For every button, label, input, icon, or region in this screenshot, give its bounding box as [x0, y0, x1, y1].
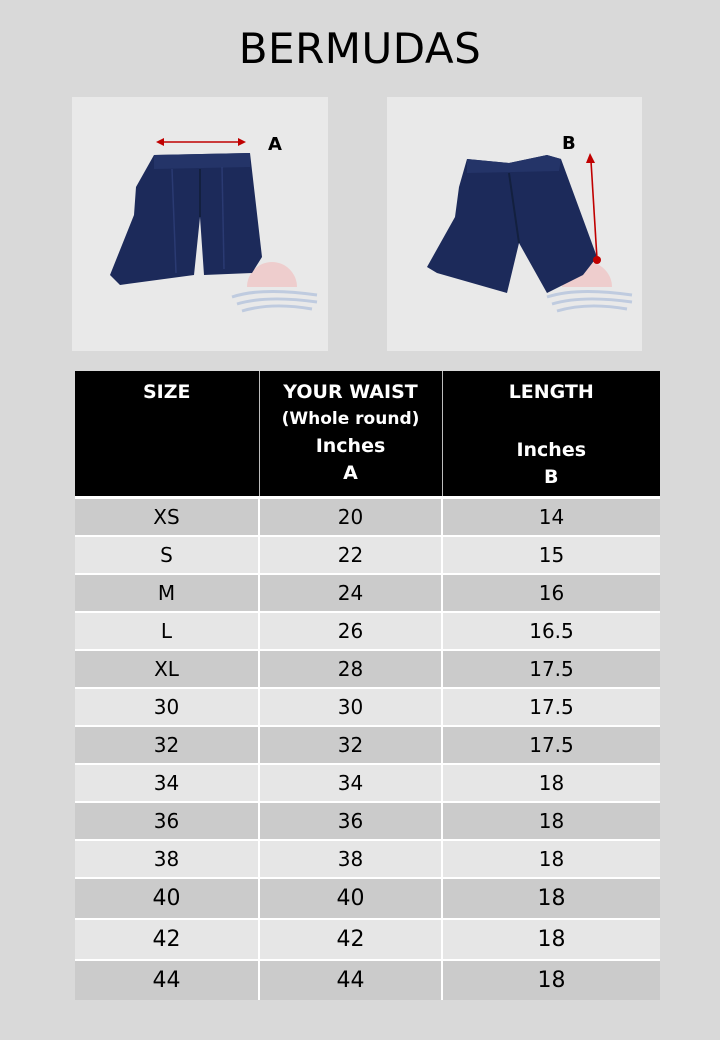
length-cell: 18	[442, 764, 660, 802]
length-cell: 17.5	[442, 726, 660, 764]
marker-a-label: A	[268, 134, 282, 155]
length-cell: 18	[442, 919, 660, 960]
shorts-back-image	[387, 97, 642, 351]
table-row	[75, 726, 660, 764]
length-cell: 18	[442, 878, 660, 919]
table-row	[75, 878, 660, 919]
waist-cell: 26	[259, 612, 442, 650]
waist-cell: 28	[259, 650, 442, 688]
length-cell: 18	[442, 802, 660, 840]
table-row	[75, 764, 660, 802]
length-cell: 17.5	[442, 688, 660, 726]
length-cell: 15	[442, 536, 660, 574]
length-cell: 18	[442, 840, 660, 878]
waist-cell: 38	[259, 840, 442, 878]
header-size: SIZE	[75, 371, 259, 498]
size-cell: XS	[75, 498, 259, 537]
waist-cell: 44	[259, 960, 442, 1000]
waist-cell: 40	[259, 878, 442, 919]
size-cell: 40	[75, 878, 259, 919]
shorts-shape	[427, 155, 597, 293]
waist-cell: 24	[259, 574, 442, 612]
length-cell: 18	[442, 960, 660, 1000]
length-cell: 14	[442, 498, 660, 537]
size-cell: 38	[75, 840, 259, 878]
waist-cell: 20	[259, 498, 442, 537]
size-cell: S	[75, 536, 259, 574]
table-row	[75, 840, 660, 878]
waist-cell: 32	[259, 726, 442, 764]
length-cell: 16.5	[442, 612, 660, 650]
waist-cell: 36	[259, 802, 442, 840]
table-row	[75, 498, 660, 537]
shorts-front-image	[72, 97, 328, 351]
shorts-back-illustration	[387, 97, 642, 351]
waist-cell: 34	[259, 764, 442, 802]
size-chart-table	[75, 371, 660, 1000]
table-row	[75, 960, 660, 1000]
table-header-row	[75, 371, 660, 498]
length-cell: 16	[442, 574, 660, 612]
size-cell: 36	[75, 802, 259, 840]
table-row	[75, 802, 660, 840]
shorts-shape	[110, 153, 262, 285]
waist-cell: 22	[259, 536, 442, 574]
size-cell: M	[75, 574, 259, 612]
marker-b-label: B	[562, 133, 576, 154]
size-cell: 42	[75, 919, 259, 960]
table-row	[75, 536, 660, 574]
waist-cell: 42	[259, 919, 442, 960]
table-row	[75, 650, 660, 688]
size-cell: 44	[75, 960, 259, 1000]
table-row	[75, 574, 660, 612]
shorts-front-illustration	[72, 97, 328, 351]
header-length: LENGTH Inches B	[442, 371, 660, 498]
size-cell: 34	[75, 764, 259, 802]
waist-measure-arrow	[156, 138, 246, 146]
table-row	[75, 612, 660, 650]
table-row	[75, 919, 660, 960]
table-row	[75, 688, 660, 726]
length-cell: 17.5	[442, 650, 660, 688]
size-cell: XL	[75, 650, 259, 688]
size-cell: 32	[75, 726, 259, 764]
header-waist: YOUR WAIST (Whole round) Inches A	[259, 371, 442, 498]
page-title: BERMUDAS	[238, 24, 482, 73]
size-cell: 30	[75, 688, 259, 726]
size-cell: L	[75, 612, 259, 650]
waist-cell: 30	[259, 688, 442, 726]
